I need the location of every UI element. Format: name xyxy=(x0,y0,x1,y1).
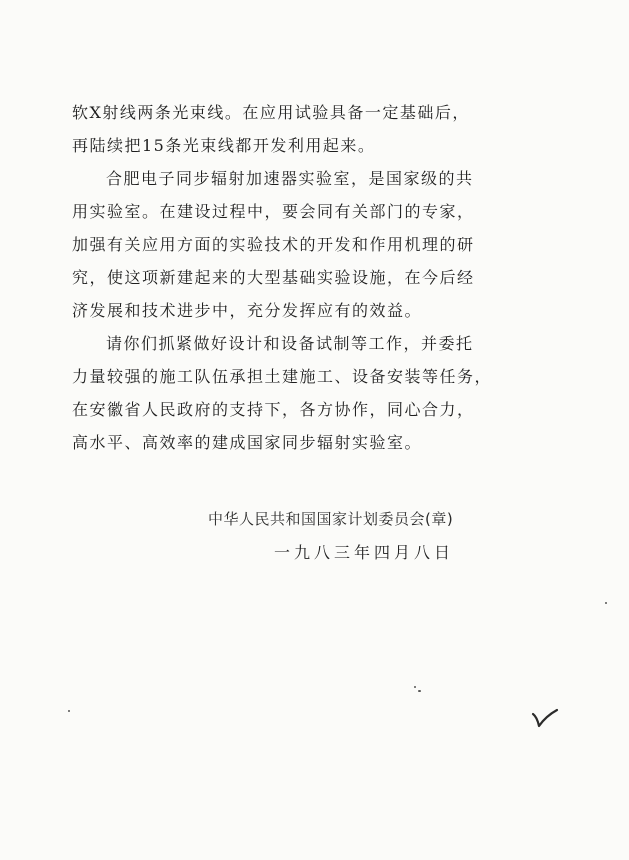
text-line: 软X射线两条光束线。在应用试验具备一定基础后， xyxy=(72,103,470,122)
scan-speck xyxy=(68,710,70,712)
paragraph-2 xyxy=(72,162,562,327)
text-line: 请你们抓紧做好设计和设备试制等工作，并委托 xyxy=(106,334,474,353)
text-line: 高水平、高效率的建成国家同步辐射实验室。 xyxy=(72,433,423,452)
text-line: 用实验室。在建设过程中，要会同有关部门的专家， xyxy=(72,202,475,221)
document-body xyxy=(72,96,562,459)
text-line: 在安徽省人民政府的支持下，各方协作，同心合力， xyxy=(72,400,475,419)
document-date: 一九八三年四月八日 xyxy=(274,543,455,562)
handwritten-mark-icon xyxy=(530,708,560,730)
paragraph-3 xyxy=(72,327,562,459)
text-line: 济发展和技术进步中，充分发挥应有的效益。 xyxy=(72,301,423,320)
text-line: 究，使这项新建起来的大型基础实验设施，在今后经 xyxy=(72,268,475,287)
scan-speck xyxy=(418,690,421,692)
scan-speck xyxy=(414,686,416,688)
text-line: 合肥电子同步辐射加速器实验室，是国家级的共 xyxy=(106,169,474,188)
issuer-signature: 中华人民共和国国家计划委员会(章) xyxy=(208,510,454,528)
paragraph-1 xyxy=(72,96,562,162)
text-line: 加强有关应用方面的实验技术的开发和作用机理的研 xyxy=(72,235,475,254)
scan-speck xyxy=(605,602,607,604)
text-line: 再陆续把15条光束线都开发利用起来。 xyxy=(72,136,376,155)
text-line: 力量较强的施工队伍承担土建施工、设备安装等任务， xyxy=(72,367,493,386)
